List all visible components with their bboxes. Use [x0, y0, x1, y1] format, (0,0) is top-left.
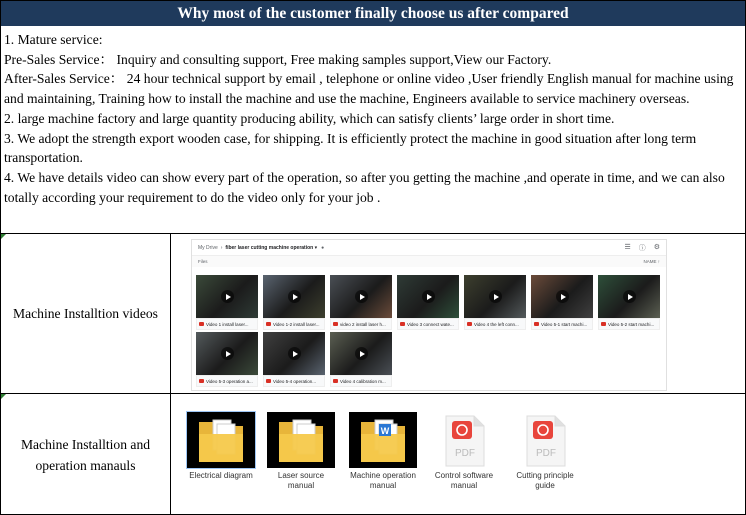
- video-file-icon: [266, 322, 271, 326]
- manual-file-label: Laser source manual: [277, 471, 325, 490]
- video-caption: [598, 318, 660, 330]
- manual-file-label: Machine operation manual: [350, 471, 416, 490]
- play-icon[interactable]: [489, 290, 502, 303]
- video-thumbnail: [330, 332, 392, 375]
- video-tile[interactable]: [330, 275, 392, 330]
- manual-file-label: Control software manual: [434, 471, 494, 490]
- play-icon[interactable]: [422, 290, 435, 303]
- video-file-icon: [199, 379, 204, 383]
- play-icon[interactable]: [355, 347, 368, 360]
- video-file-icon: [266, 379, 271, 383]
- video-thumbnail: [330, 275, 392, 318]
- video-name: Video 4 the left conn...: [474, 321, 519, 327]
- sort-button[interactable]: NAME ↑: [643, 259, 660, 264]
- video-caption: [464, 318, 526, 330]
- pdf-badge: PDF: [536, 448, 556, 459]
- video-name: Video 3 connect wate...: [407, 321, 454, 327]
- video-file-icon: [400, 322, 405, 326]
- manual-file-label: Cutting principle guide: [516, 471, 574, 490]
- word-folder-icon: [349, 412, 417, 468]
- video-tile[interactable]: [196, 332, 258, 387]
- video-tile[interactable]: [263, 332, 325, 387]
- folder-icon: [267, 412, 335, 468]
- play-icon[interactable]: [288, 347, 301, 360]
- video-name: Video 5-2 start machi...: [608, 321, 655, 327]
- video-caption: [531, 318, 593, 330]
- intro-line: 1. Mature service:: [4, 32, 103, 47]
- intro-line: 3. We adopt the strength export wooden case, for shipping. It is efficiently protect the machine in good situation after long term transportation.: [4, 130, 697, 166]
- video-tile[interactable]: [263, 275, 325, 330]
- play-icon[interactable]: [623, 290, 636, 303]
- manuals-row: [1, 393, 745, 515]
- svg-text:W: W: [380, 426, 390, 436]
- info-icon[interactable]: ⓘ: [638, 245, 646, 252]
- videos-label: Machine Installtion videos: [1, 234, 171, 393]
- manual-file-label: Electrical diagram: [189, 471, 253, 480]
- files-bar: [192, 255, 666, 267]
- settings-icon[interactable]: ⚙: [653, 244, 660, 251]
- video-tile[interactable]: [598, 275, 660, 330]
- play-icon[interactable]: [355, 290, 368, 303]
- intro-line: 2. large machine factory and large quantity producing ability, which can satisfy clients’ large order in short time.: [4, 110, 615, 126]
- video-thumbnail: [397, 275, 459, 318]
- video-thumbnail: [464, 275, 526, 318]
- manual-file[interactable]: [348, 412, 418, 491]
- intro-line: After-Sales Service： 24 hour technical support by email , telephone or online video ,User friendly English manual for machine using and maintaining, Training how to install the machine and use the machine, Engineers available to service machinery overseas.: [4, 71, 734, 107]
- video-file-icon: [467, 322, 472, 326]
- video-caption: [196, 318, 258, 330]
- manual-file[interactable]: [266, 412, 336, 491]
- video-file-icon: [534, 322, 539, 326]
- files-section-label: Files: [198, 259, 208, 264]
- video-caption: [196, 375, 258, 387]
- videos-row: [1, 233, 745, 393]
- video-name: Video 5-4 operation...: [273, 378, 316, 384]
- manual-file[interactable]: [510, 412, 580, 491]
- list-view-icon[interactable]: ☰: [624, 244, 631, 251]
- video-name: Video 5-1 start machi...: [541, 321, 588, 327]
- table-header: Why most of the customer finally choose us after compared: [1, 1, 745, 26]
- video-thumbnail: [196, 332, 258, 375]
- intro-line: 4. We have details video can show every part of the operation, so after you getting the machine ,and operate in time, and we can also totally according your requirement to do the video only for your job .: [4, 169, 725, 205]
- manual-files: [186, 412, 606, 512]
- video-file-icon: [333, 379, 338, 383]
- pdf-badge: PDF: [455, 448, 475, 459]
- video-thumbnail: [196, 275, 258, 318]
- video-thumbnail: [263, 332, 325, 375]
- drive-screenshot: [191, 239, 667, 391]
- video-file-icon: [333, 322, 338, 326]
- pdf-file-icon: [511, 412, 579, 468]
- video-thumbnail: [531, 275, 593, 318]
- video-name: video 2 install laser h...: [340, 321, 386, 327]
- video-name: Video 4 calibration m...: [340, 378, 386, 384]
- service-description: [4, 30, 742, 207]
- video-caption: [330, 318, 392, 330]
- video-tile[interactable]: [330, 332, 392, 387]
- video-thumbnail: [598, 275, 660, 318]
- play-icon[interactable]: [556, 290, 569, 303]
- pdf-file-icon: [430, 412, 498, 468]
- video-tile[interactable]: [397, 275, 459, 330]
- breadcrumb-folder[interactable]: fiber laser cutting machine operation ▾: [225, 244, 318, 251]
- drive-breadcrumb: [192, 240, 666, 255]
- shared-icon: ●: [321, 244, 325, 251]
- video-tile[interactable]: [464, 275, 526, 330]
- video-caption: [397, 318, 459, 330]
- play-icon[interactable]: [221, 290, 234, 303]
- video-name: Video 1 install laser...: [206, 321, 249, 327]
- breadcrumb-root[interactable]: My Drive: [198, 244, 218, 251]
- play-icon[interactable]: [221, 347, 234, 360]
- video-caption: [263, 318, 325, 330]
- video-file-icon: [601, 322, 606, 326]
- breadcrumb-separator: ›: [220, 244, 223, 251]
- video-thumbnail: [263, 275, 325, 318]
- video-name: Video 1-2 install laser...: [273, 321, 320, 327]
- video-name: Video 5-3 operation a...: [206, 378, 253, 384]
- play-icon[interactable]: [288, 290, 301, 303]
- manual-file[interactable]: [429, 412, 499, 491]
- video-tile[interactable]: [196, 275, 258, 330]
- manuals-label: Machine Installtion and operation manauls: [1, 394, 171, 515]
- manual-file[interactable]: [186, 412, 256, 481]
- video-caption: [263, 375, 325, 387]
- folder-icon: [187, 412, 255, 468]
- drive-toolbar: [624, 243, 660, 253]
- video-tile[interactable]: [531, 275, 593, 330]
- video-file-icon: [199, 322, 204, 326]
- intro-line: Pre-Sales Service： Inquiry and consulting support, Free making samples support,View our Factory.: [4, 51, 552, 67]
- video-caption: [330, 375, 392, 387]
